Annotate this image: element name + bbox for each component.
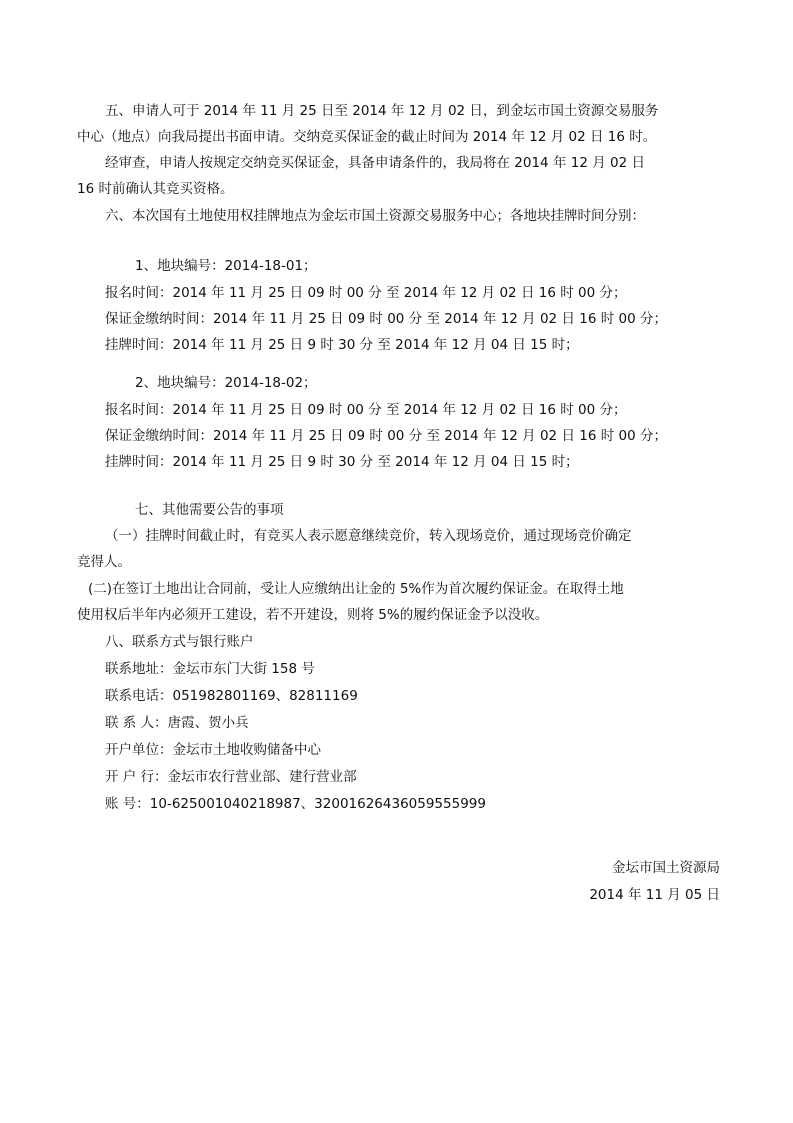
parcel-2-signup-time: 报名时间：2014 年 11 月 25 日 09 时 00 分 至 2014 年 12 月 02 日 16 时 00 分；	[105, 402, 627, 418]
contact-phone: 联系电话：051982801169、82811169	[105, 688, 358, 704]
account-bank: 开 户 行：金坛市农行营业部、建行营业部	[105, 769, 357, 785]
parcel-2-deposit-time: 保证金缴纳时间：2014 年 11 月 25 日 09 时 00 分 至 2014 年 12 月 02 日 16 时 00 分；	[105, 428, 667, 444]
contact-address: 联系地址：金坛市东门大街 158 号	[105, 661, 315, 677]
review-line-1: 经审查，申请人按规定交纳竞买保证金，具备申请条件的，我局将在 2014 年 12 月 02 日	[105, 155, 645, 171]
parcel-1-title: 1、地块编号：2014-18-01；	[135, 258, 317, 274]
review-line-2: 16 时前确认其竞买资格。	[77, 181, 234, 197]
section-7-2-line-1: (二)在签订土地出让合同前，受让人应缴纳出让金的 5%作为首次履约保证金。在取得土地	[88, 581, 624, 597]
contact-person: 联 系 人：唐霞、贺小兵	[105, 715, 249, 731]
section-7-2-line-2: 使用权后半年内必须开工建设，若不开建设，则将 5%的履约保证金予以没收。	[77, 607, 549, 623]
section-8-heading: 八、联系方式与银行账户	[105, 634, 254, 650]
account-unit: 开户单位：金坛市土地收购储备中心	[105, 742, 321, 758]
parcel-1-deposit-time: 保证金缴纳时间：2014 年 11 月 25 日 09 时 00 分 至 2014 年 12 月 02 日 16 时 00 分；	[105, 311, 667, 327]
issue-date: 2014 年 11 月 05 日	[589, 887, 720, 903]
section-7-1-line-1: （一）挂牌时间截止时，有竞买人表示愿意继续竞价，转入现场竞价，通过现场竞价确定	[105, 528, 632, 544]
parcel-1-listing-time: 挂牌时间：2014 年 11 月 25 日 9 时 30 分 至 2014 年 12 月 04 日 15 时；	[105, 337, 579, 353]
section-7-heading: 七、其他需要公告的事项	[135, 502, 284, 518]
account-number: 账 号：10-625001040218987、32001626436059555999	[105, 796, 486, 812]
parcel-2-listing-time: 挂牌时间：2014 年 11 月 25 日 9 时 30 分 至 2014 年 12 月 04 日 15 时；	[105, 454, 579, 470]
section-7-1-line-2: 竞得人。	[77, 554, 131, 570]
section-5-line-1: 五、申请人可于 2014 年 11 月 25 日至 2014 年 12 月 02 日，到金坛市国土资源交易服务	[105, 103, 659, 119]
signer: 金坛市国土资源局	[612, 860, 720, 876]
parcel-1-signup-time: 报名时间：2014 年 11 月 25 日 09 时 00 分 至 2014 年 12 月 02 日 16 时 00 分；	[105, 285, 627, 301]
section-6-heading: 六、本次国有土地使用权挂牌地点为金坛市国土资源交易服务中心；各地块挂牌时间分别：	[105, 208, 645, 224]
parcel-2-title: 2、地块编号：2014-18-02；	[135, 375, 317, 391]
section-5-line-2: 中心（地点）向我局提出书面申请。交纳竞买保证金的截止时间为 2014 年 12 月 02 日 16 时。	[77, 129, 657, 145]
